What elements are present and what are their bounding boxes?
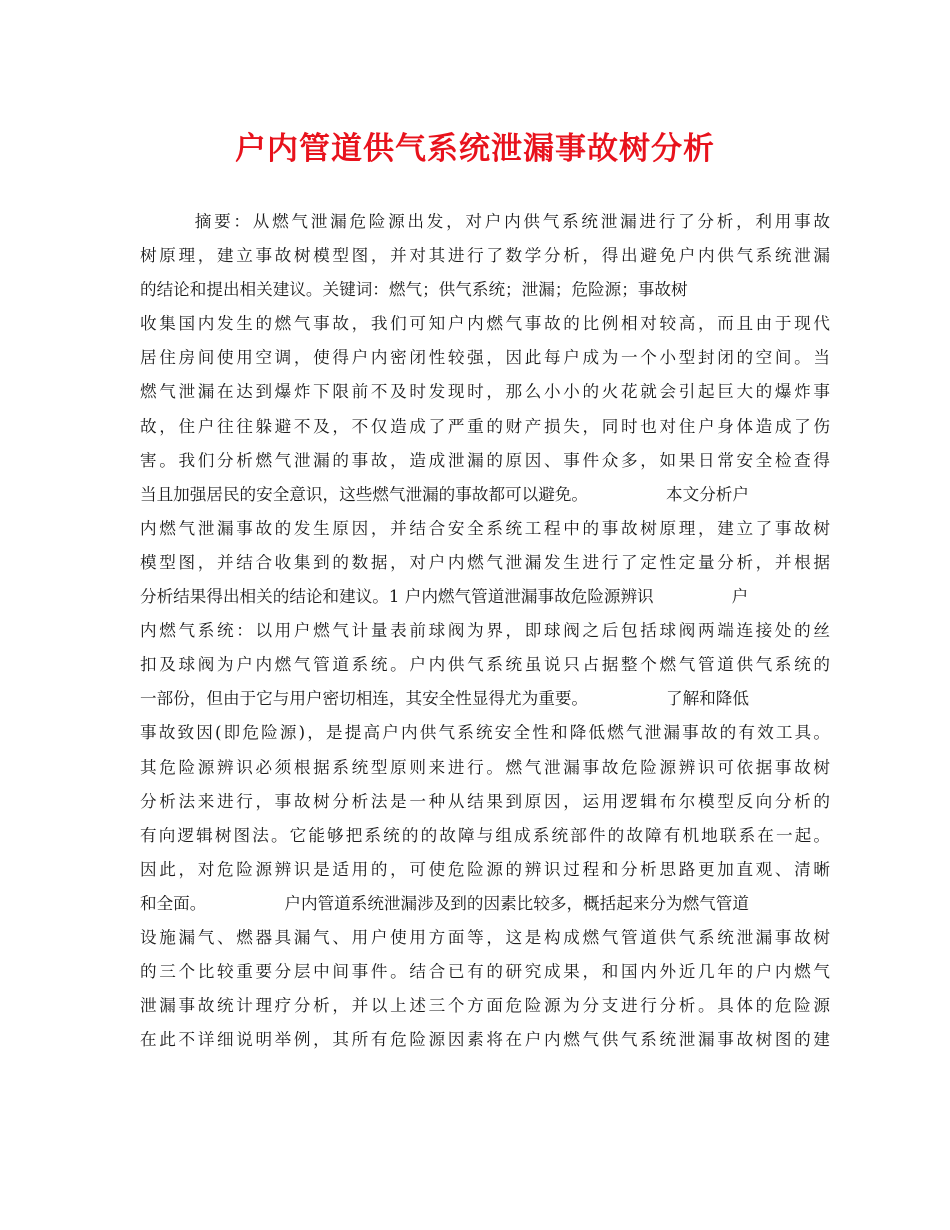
text-line: 泄漏事故统计理疗分析，并以上述三个方面危险源为分支进行分析。具体的危险源 [140, 996, 830, 1016]
text-line: 内燃气系统：以用户燃气计量表前球阀为界，即球阀之后包括球阀两端连接处的丝 [140, 621, 830, 641]
document-title: 户内管道供气系统泄漏事故树分析 [235, 131, 715, 167]
text-line: 的结论和提出相关建议。关键词：燃气；供气系统；泄漏；危险源；事故树 [140, 280, 688, 300]
text-line: 燃气泄漏在达到爆炸下限前不及时发现时，那么小小的火花就会引起巨大的爆炸事 [140, 382, 830, 402]
text-line: 害。我们分析燃气泄漏的事故，造成泄漏的原因、事件众多，如果日常安全检查得 [140, 450, 830, 470]
text-line: 事故致因(即危险源)，是提高户内供气系统安全性和降低燃气泄漏事故的有效工具。 [140, 723, 830, 743]
text-line: 因此，对危险源辨识是适用的，可使危险源的辨识过程和分析思路更加直观、清晰 [140, 859, 830, 879]
text-line: 内燃气泄漏事故的发生原因，并结合安全系统工程中的事故树原理，建立了事故树 [140, 518, 830, 538]
text-line: 收集国内发生的燃气事故，我们可知户内燃气事故的比例相对较高，而且由于现代 [140, 314, 830, 334]
document-body [140, 205, 830, 1057]
text-line: 居住房间使用空调，使得户内密闭性较强，因此每户成为一个小型封闭的空间。当 [140, 348, 830, 368]
text-line: 有向逻辑树图法。它能够把系统的的故障与组成系统部件的故障有机地联系在一起。 [140, 825, 830, 845]
text-line: 分析法来进行，事故树分析法是一种从结果到原因，运用逻辑布尔模型反向分析的 [140, 791, 830, 811]
text-line: 的三个比较重要分层中间事件。结合已有的研究成果，和国内外近几年的户内燃气 [140, 962, 830, 982]
text-line: 模型图，并结合收集到的数据，对户内燃气泄漏发生进行了定性定量分析，并根据 [140, 552, 830, 572]
text-line: 设施漏气、燃器具漏气、用户使用方面等，这是构成燃气管道供气系统泄漏事故树 [140, 927, 830, 947]
text-line: 在此不详细说明举例，其所有危险源因素将在户内燃气供气系统泄漏事故树图的建 [140, 1030, 830, 1050]
text-line: 故，住户往往躲避不及，不仅造成了严重的财产损失，同时也对住户身体造成了伤 [140, 416, 830, 436]
text-line: 其危险源辨识必须根据系统型原则来进行。燃气泄漏事故危险源辨识可依据事故树 [140, 757, 830, 777]
text-line: 树原理，建立事故树模型图，并对其进行了数学分析，得出避免户内供气系统泄漏 [140, 246, 830, 266]
text-line: 分析结果得出相关的结论和建议。1 户内燃气管道泄漏事故危险源辨识 户 [140, 587, 749, 607]
text-line: 和全面。 户内管道系统泄漏涉及到的因素比较多，概括起来分为燃气管道 [140, 893, 749, 913]
text-line: 当且加强居民的安全意识，这些燃气泄漏的事故都可以避免。 本文分析户 [140, 484, 749, 504]
text-line: 一部份，但由于它与用户密切相连，其安全性显得尤为重要。 了解和降低 [140, 689, 749, 709]
text-line: 扣及球阀为户内燃气管道系统。户内供气系统虽说只占据整个燃气管道供气系统的 [140, 655, 830, 675]
text-line: 摘要：从燃气泄漏危险源出发，对户内供气系统泄漏进行了分析，利用事故 [192, 212, 830, 231]
